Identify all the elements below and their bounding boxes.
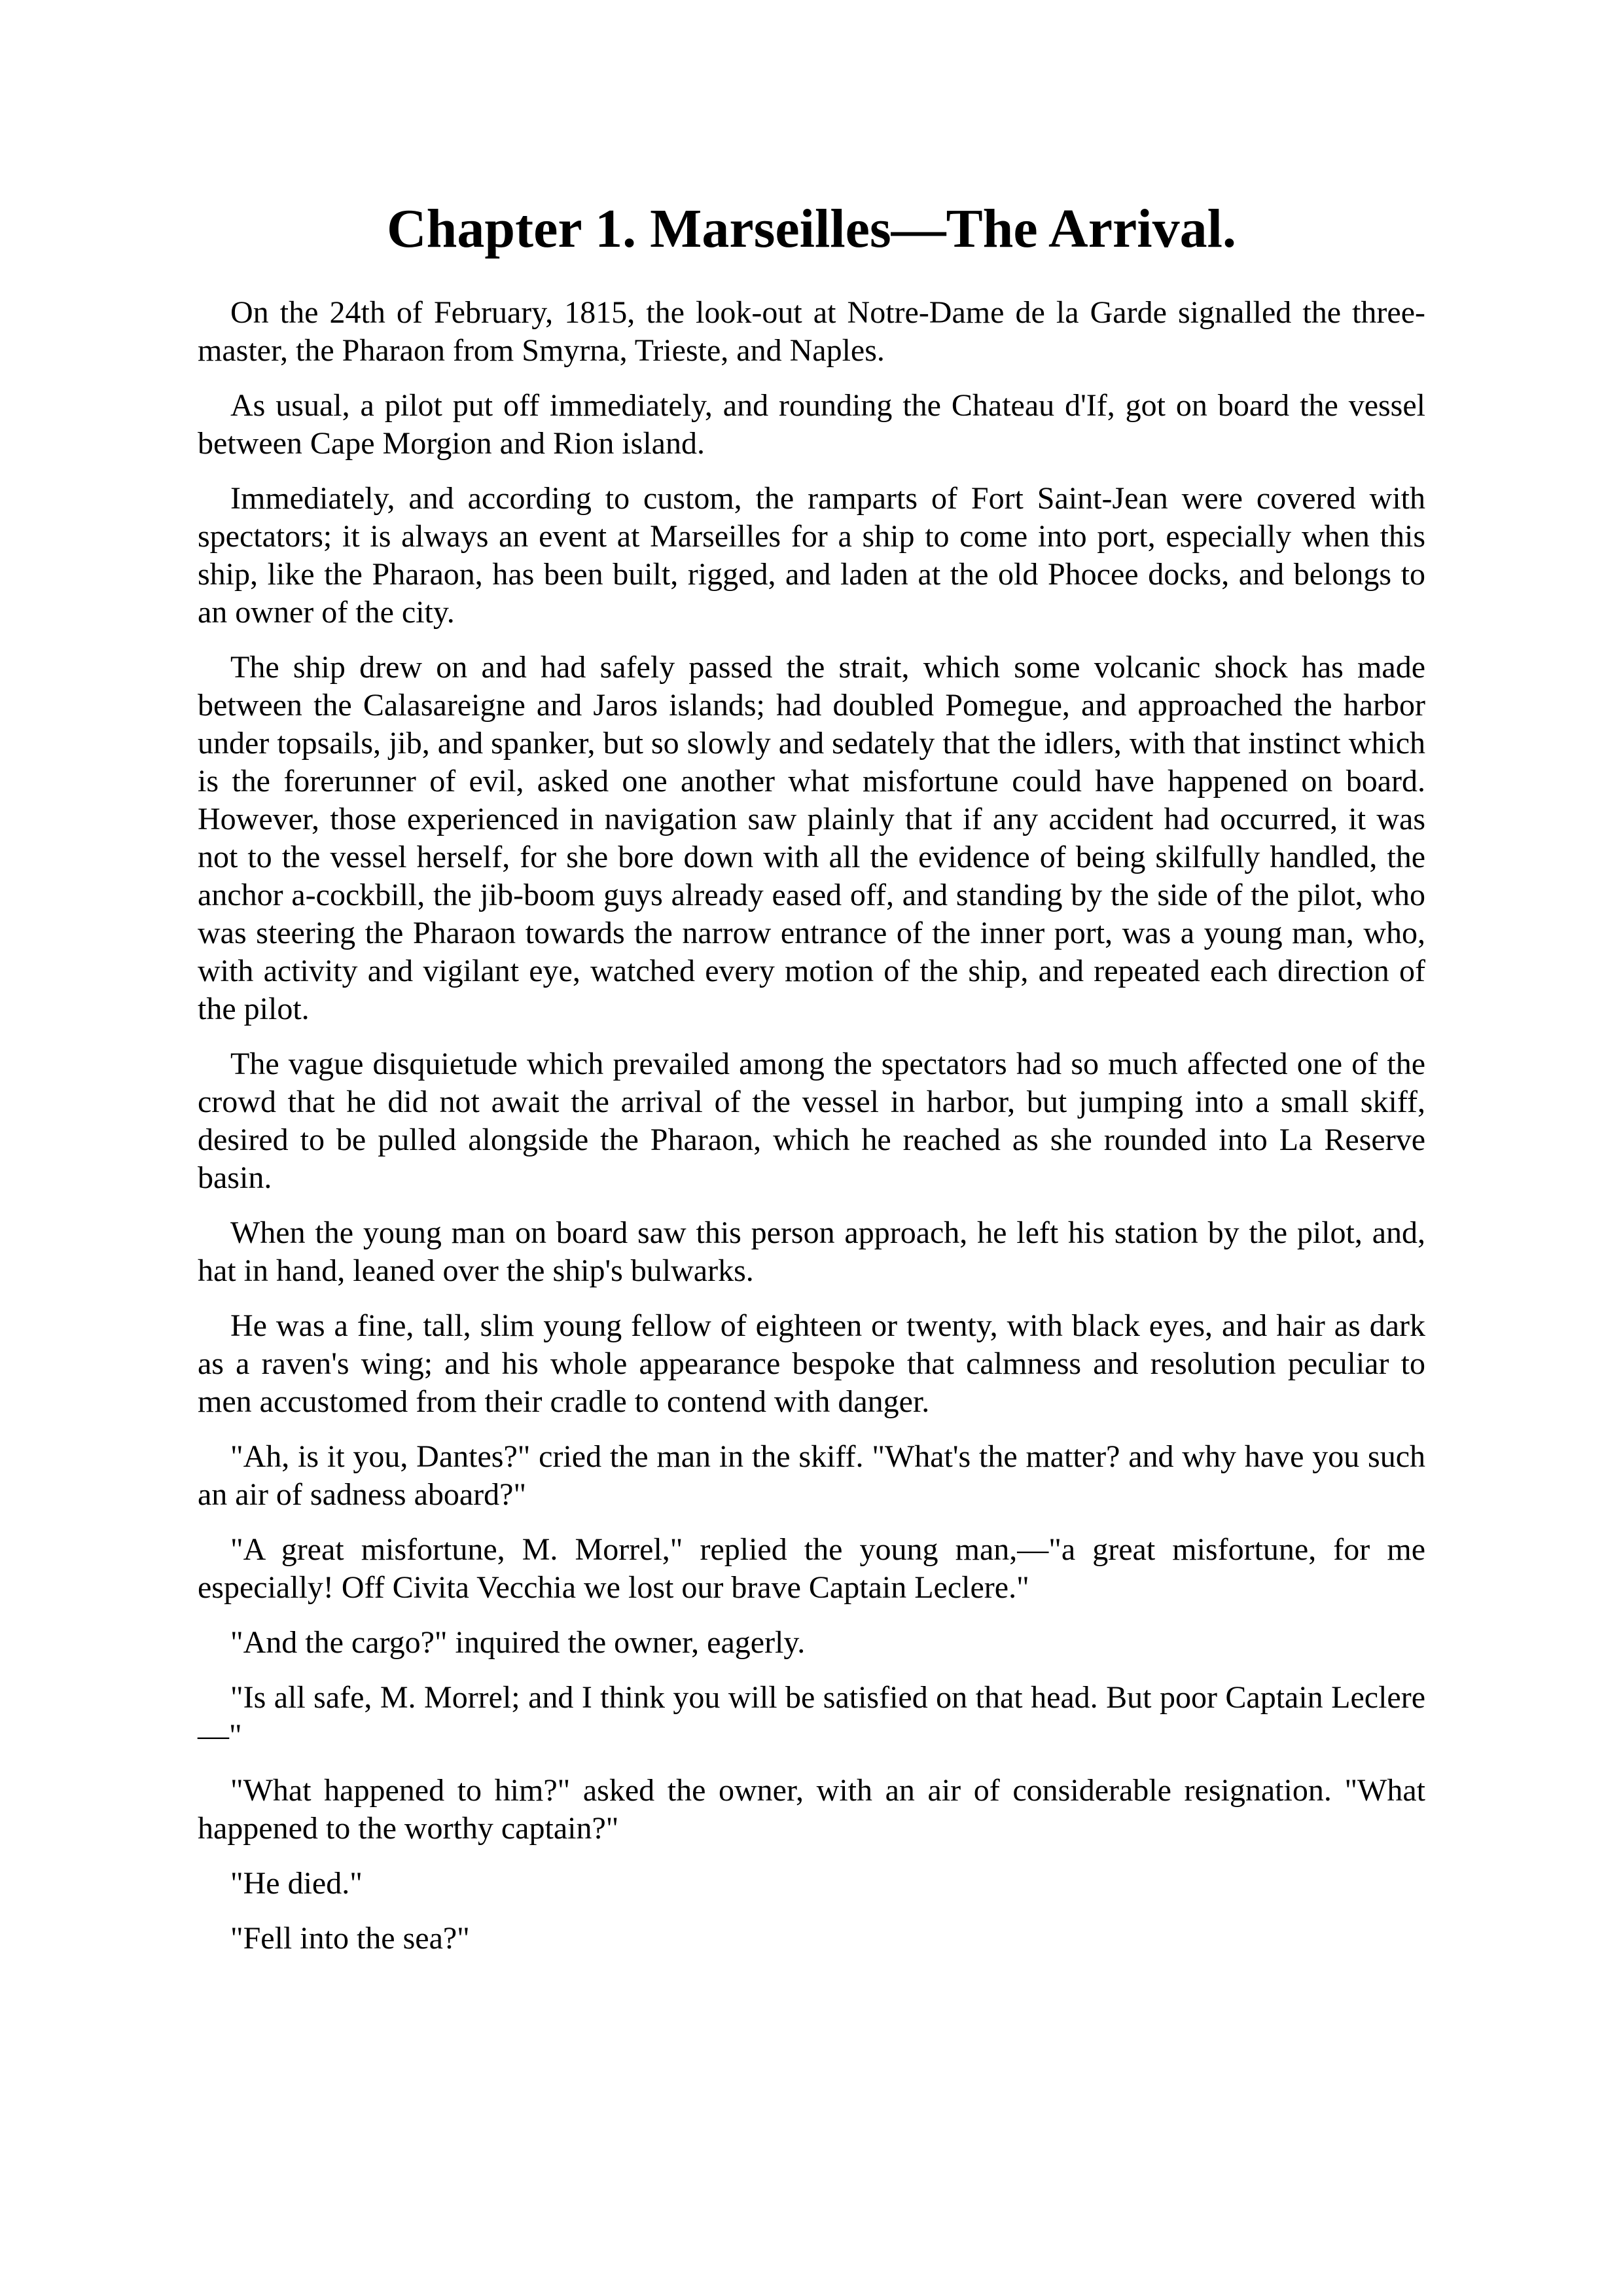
dialogue-paragraph: "A great misfortune, M. Morrel," replied the young man,—"a great misfortune, for me especially! Off Civita Vecchia we lost our brave Captain Leclere."	[198, 1532, 1425, 1605]
paragraph: When the young man on board saw this person approach, he left his station by the pilot, and, hat in hand, leaned over the ship's bulwarks.	[198, 1215, 1425, 1288]
paragraph: On the 24th of February, 1815, the look-out at Notre-Dame de la Garde signalled the three-master, the Pharaon from Smyrna, Trieste, and Naples.	[198, 295, 1425, 368]
dialogue-paragraph: "What happened to him?" asked the owner, with an air of considerable resignation. "What happened to the worthy captain?"	[198, 1772, 1425, 1846]
chapter-title: Chapter 1. Marseilles—The Arrival.	[387, 198, 1236, 259]
dialogue-paragraph: "And the cargo?" inquired the owner, eagerly.	[230, 1624, 806, 1660]
document-page	[198, 196, 1425, 1975]
paragraph: As usual, a pilot put off immediately, and rounding the Chateau d'If, got on board the vessel between Cape Morgion and Rion island.	[198, 387, 1425, 461]
paragraph: The vague disquietude which prevailed among the spectators had so much affected one of the crowd that he did not await the arrival of the vessel in harbor, but jumping into a small skiff, desired to be pulled alongside the Pharaon, which he reached as she rounded into La Reserve basin.	[198, 1046, 1425, 1195]
dialogue-paragraph: "Fell into the sea?"	[230, 1920, 470, 1956]
paragraph: The ship drew on and had safely passed the strait, which some volcanic shock has made between the Calasareigne and Jaros islands; had doubled Pomegue, and approached the harbor under topsails, jib, and spanker, but so slowly and sedately that the idlers, with that instinct which is the forerunner of evil, asked one another what misfortune could have happened on board. However, those experienced in navigation saw plainly that if any accident had occurred, it was not to the vessel herself, for she bore down with all the evidence of being skilfully handled, the anchor a-cockbill, the jib-boom guys already eased off, and standing by the side of the pilot, who was steering the Pharaon towards the narrow entrance of the inner port, was a young man, who, with activity and vigilant eye, watched every motion of the ship, and repeated each direction of the pilot.	[198, 649, 1425, 1026]
paragraph: He was a fine, tall, slim young fellow of eighteen or twenty, with black eyes, and hair as dark as a raven's wing; and his whole appearance bespoke that calmness and resolution peculiar to men accustomed from their cradle to contend with danger.	[198, 1308, 1425, 1419]
dialogue-paragraph: "Is all safe, M. Morrel; and I think you will be satisfied on that head. But poor Captain Leclere—"	[198, 1679, 1425, 1753]
paragraph: Immediately, and according to custom, the ramparts of Fort Saint-Jean were covered with spectators; it is always an event at Marseilles for a ship to come into port, especially when this ship, like the Pharaon, has been built, rigged, and laden at the old Phocee docks, and belongs to an owner of the city.	[198, 480, 1425, 630]
dialogue-paragraph: "Ah, is it you, Dantes?" cried the man in the skiff. "What's the matter? and why have you such an air of sadness aboard?"	[198, 1439, 1425, 1512]
dialogue-paragraph: "He died."	[230, 1865, 363, 1901]
